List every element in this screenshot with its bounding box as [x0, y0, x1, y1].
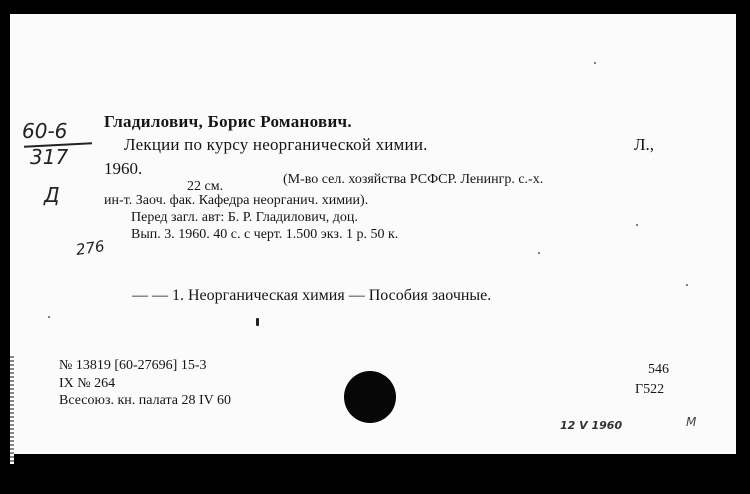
author-heading: Гладилович, Борис Романович.	[104, 112, 352, 131]
speck	[636, 224, 638, 226]
record-number: № 13819 [60-27696] 15-3	[59, 358, 207, 373]
shelfmark-bottom: 317	[30, 145, 69, 169]
issue-line: Вып. 3. 1960. 40 с. с черт. 1.500 экз. 1 р. 50 к.	[131, 227, 399, 242]
title-line: Лекции по курсу неорганической химии.	[124, 135, 428, 154]
publication-year: 1960.	[104, 159, 143, 178]
received-stamp: 12 V 1960	[560, 419, 623, 432]
speck	[686, 284, 688, 286]
speck	[594, 62, 596, 64]
section-number: IX № 264	[59, 376, 116, 391]
speck	[48, 316, 50, 318]
publication-place: Л.,	[634, 135, 655, 154]
series-note-line2: ин-т. Заоч. фак. Кафедра неорганич. химии).	[104, 193, 369, 208]
physical-size: 22 см.	[187, 179, 224, 194]
catalog-card	[10, 14, 736, 454]
corner-mark: M	[686, 415, 697, 429]
subject-heading: — — 1. Неорганическая химия — Пособия заочные.	[132, 287, 492, 304]
card-edge-strip	[10, 354, 14, 464]
series-note-line1: (М-во сел. хозяйства РСФСР. Ленингр. с.-х.	[283, 172, 544, 187]
speck	[538, 252, 540, 254]
class-number-top: 546	[648, 362, 669, 377]
shelfmark-top: 60-6	[22, 119, 68, 143]
class-number-bottom: Г522	[635, 382, 665, 397]
handwritten-number: 276	[74, 237, 106, 259]
speck	[256, 318, 259, 326]
author-note: Перед загл. авт: Б. Р. Гладилович, доц.	[131, 210, 358, 225]
book-chamber-line: Всесоюз. кн. палата 28 IV 60	[59, 393, 231, 408]
punch-hole	[344, 371, 396, 423]
handwritten-letter: Д	[44, 183, 60, 207]
